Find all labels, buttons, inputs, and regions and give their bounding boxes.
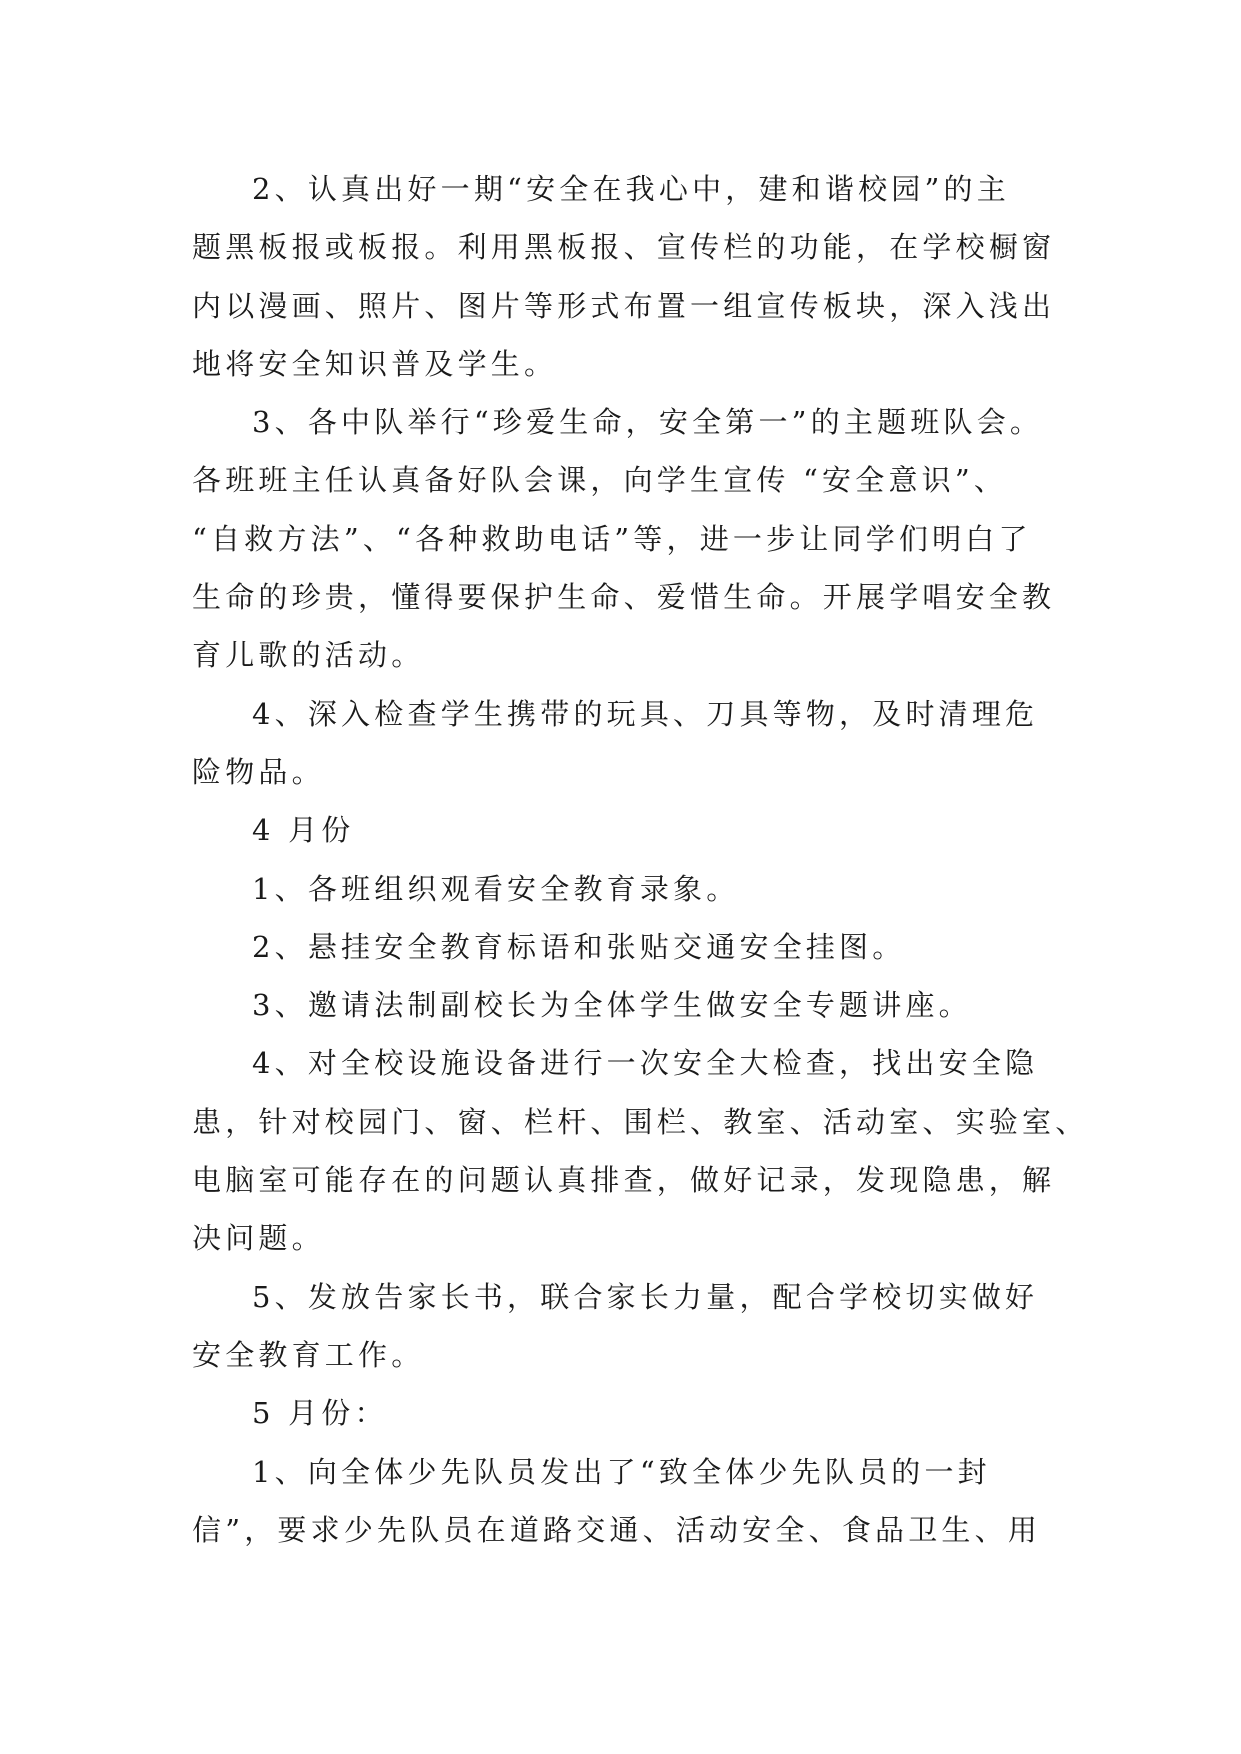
- paragraph-line: 决问题。: [192, 1221, 325, 1256]
- paragraph-line: 内以漫画、照片、图片等形式布置一组宣传板块，深入浅出: [192, 288, 1056, 323]
- paragraph-line: 患，针对校园门、窗、栏杆、围栏、教室、活动室、实验室、: [192, 1104, 1089, 1139]
- paragraph-line: 育儿歌的活动。: [192, 638, 425, 673]
- paragraph-line: “自救方法”、“各种救助电话”等，进一步让同学们明白了: [192, 521, 1032, 556]
- paragraph-line: 1、向全体少先队员发出了“致全体少先队员的一封: [252, 1454, 991, 1489]
- paragraph-line: 2、悬挂安全教育标语和张贴交通安全挂图。: [252, 929, 906, 964]
- paragraph-line: 题黑板报或板报。利用黑板报、宣传栏的功能，在学校橱窗: [192, 230, 1056, 265]
- paragraph-line: 地将安全知识普及学生。: [192, 346, 558, 381]
- document-body: [192, 160, 1089, 1559]
- section-heading: 5 月份：: [252, 1396, 388, 1431]
- paragraph-line: 3、邀请法制副校长为全体学生做安全专题讲座。: [252, 988, 972, 1023]
- paragraph-line: 信”，要求少先队员在道路交通、活动安全、食品卫生、用: [192, 1512, 1042, 1547]
- paragraph-line: 安全教育工作。: [192, 1337, 425, 1372]
- paragraph-line: 3、各中队举行“珍爱生命，安全第一”的主题班队会。: [252, 405, 1044, 440]
- paragraph-line: 电脑室可能存在的问题认真排查，做好记录，发现隐患，解: [192, 1163, 1056, 1198]
- paragraph-line: 5、发放告家长书，联合家长力量，配合学校切实做好: [252, 1279, 1039, 1314]
- paragraph-line: 生命的珍贵，懂得要保护生命、爱惜生命。开展学唱安全教: [192, 580, 1056, 615]
- paragraph-line: 2、认真出好一期“安全在我心中，建和谐校园”的主: [252, 172, 1010, 206]
- paragraph-line: 险物品。: [192, 754, 325, 789]
- section-heading: 4 月份: [252, 813, 355, 848]
- paragraph-line: 4、对全校设施设备进行一次安全大检查，找出安全隐: [252, 1046, 1039, 1081]
- paragraph-line: 4、深入检查学生携带的玩具、刀具等物，及时清理危: [252, 696, 1039, 731]
- paragraph-line: 各班班主任认真备好队会课，向学生宣传 “安全意识”、: [192, 463, 1008, 498]
- paragraph-line: 1、各班组织观看安全教育录象。: [252, 871, 740, 906]
